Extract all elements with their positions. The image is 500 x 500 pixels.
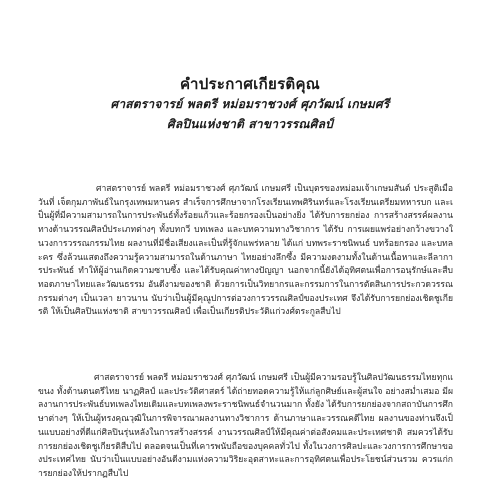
document-title: คำประกาศเกียรติคุณ (179, 75, 321, 93)
document-subtitle: ศาสตราจารย์ พลตรี หม่อมราชวงศ์ ศุภวัฒน์ เกษมศรี (110, 97, 390, 111)
body-paragraph-2 (38, 372, 453, 500)
paragraph-text: ศาสตราจารย์ พลตรี หม่อมราชวงศ์ ศุภวัฒน์ เกษมศรี เป็นผู้มีความรอบรู้ในศิลปวัฒนธรรมไทยทุกแขนง ทั้งด้านดนตรีไทย นาฏศิลป์ และประวัติศาสตร์ ได้ถ่ายทอดความรู้ให้แก่ลูกศิษย์และผู้สนใจ อย่างสม่ำเสมอ มีผลงานการประพันธ์บทเพลงไทยเดิมและบทเพลงพระราชนิพนธ์จำนวนมาก ทั้งยัง ได้รับการยกย่องจากสถาบันการศึกษาต่างๆ ให้เป็นผู้ทรงคุณวุฒิในการพิจารณาผลงานทางวิชาการ ด้านภาษาและวรรณคดีไทย ผลงานของท่านจึงเป็นแบบอย่างที่ดีแก่ศิลปินรุ่นหลังในการสร้างสรรค์ งานวรรณศิลป์ให้มีคุณค่าต่อสังคมและประเทศชาติ สมควรได้รับการยกย่องเชิดชูเกียรติสืบไป ตลอดจนเป็นที่เคารพนับถือของบุคคลทั่วไป ทั้งในวงการศิลปะและวงการการศึกษาของประเทศไทย นับว่าเป็นแบบอย่างอันดีงามแห่งความวิริยะอุตสาหะและการอุทิศตนเพื่อประโยชน์ส่วนรวม ควรแก่การยกย่องให้ปรากฏสืบไป (38, 373, 453, 479)
paragraph-text: ศาสตราจารย์ พลตรี หม่อมราชวงศ์ ศุภวัฒน์ เกษมศรี เป็นบุตรของหม่อมเจ้าเกษมสันต์ ประสูติเมื่อวันที่ เจ็ดกุมภาพันธ์ในกรุงเทพมหานคร สำเร็จการศึกษาจากโรงเรียนเทพศิรินทร์และโรงเรียนเตรียมทหารบก และเป็นผู้ที่มีความสามารถในการประพันธ์ทั้งร้อยแก้วและร้อยกรองเป็นอย่างยิ่ง ได้รับการยกย่อง การสร้างสรรค์ผลงานทางด้านวรรณศิลป์ประเภทต่างๆ ทั้งบทกวี บทเพลง และบทความทางวิชาการ ได้รับ การเผยแพร่อย่างกว้างขวางในวงการวรรณกรรมไทย ผลงานที่มีชื่อเสียงและเป็นที่รู้จักแพร่หลาย ได้แก่ บทพระราชนิพนธ์ บทร้อยกรอง และบทละคร ซึ่งล้วนแสดงถึงความรู้ความสามารถในด้านภาษา ไทยอย่างลึกซึ้ง มีความงดงามทั้งในด้านเนื้อหาและลีลาการประพันธ์ ทำให้ผู้อ่านเกิดความซาบซึ้ง และได้รับคุณค่าทางปัญญา นอกจากนี้ยังได้อุทิศตนเพื่อการอนุรักษ์และสืบทอดภาษาไทยและวัฒนธรรม อันดีงามของชาติ ด้วยการเป็นวิทยากรและกรรมการในการตัดสินการประกวดวรรณกรรมต่างๆ เป็นเวลา ยาวนาน นับว่าเป็นผู้มีคุณูปการต่อวงการวรรณศิลป์ของประเทศ จึงได้รับการยกย่องเชิดชูเกียรติ ให้เป็นศิลปินแห่งชาติ สาขาวรรณศิลป์ เพื่อเป็นเกียรติประวัติแก่วงศ์ตระกูลสืบไป (38, 184, 453, 318)
document-subtitle-2: ศิลปินแห่งชาติ สาขาวรรณศิลป์ (167, 117, 333, 131)
body-paragraph-1 (38, 183, 453, 348)
